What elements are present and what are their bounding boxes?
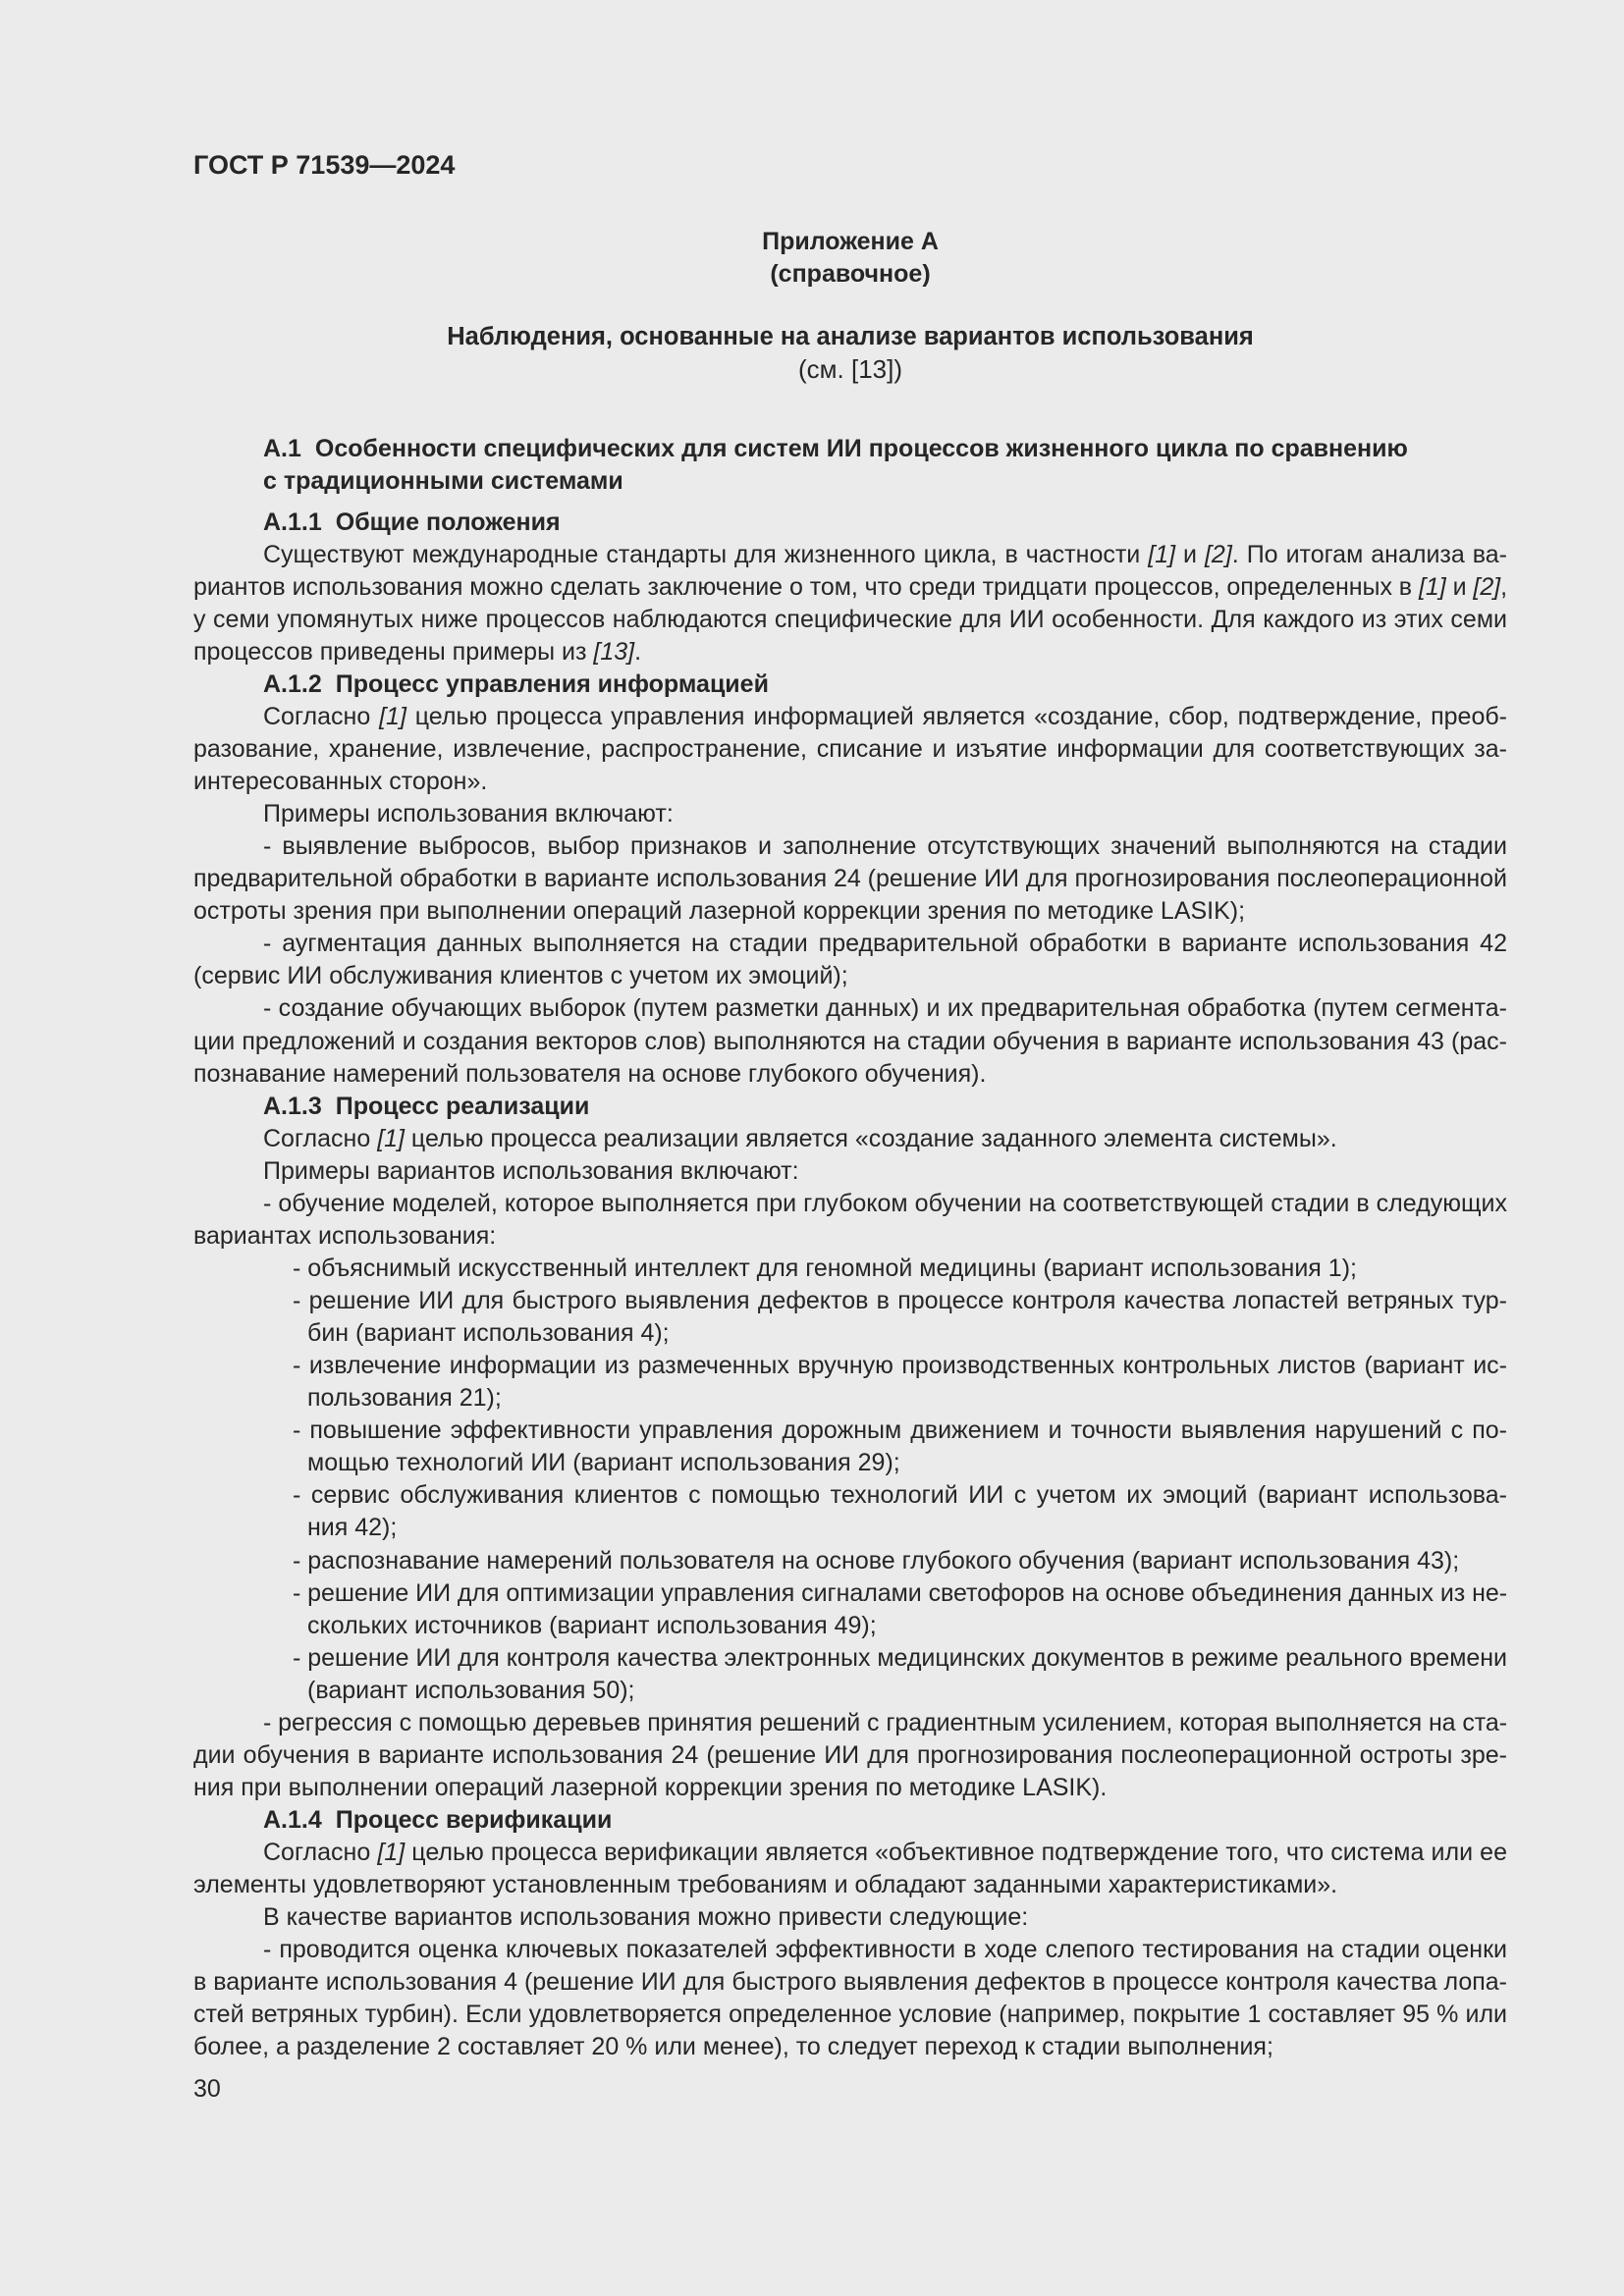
- citation-ref: [1]: [377, 1124, 405, 1152]
- citation-ref: [1]: [1148, 540, 1176, 568]
- list-item-continuation: более, а разделение 2 составляет 20 % или менее), то следует переход к стадии выполнения;: [193, 2033, 1273, 2061]
- subsection-number: А.1.4: [263, 1806, 322, 1834]
- paragraph-line: [263, 539, 1507, 571]
- paragraph-text: целью процесса верификации является «объективное подтверждение того, что система или ее: [405, 1839, 1507, 1867]
- subsection-heading: [263, 1091, 1507, 1123]
- paragraph-line: у семи упомянутых ниже процессов наблюдаются специфические для ИИ особенности. Для каждого из этих семи: [193, 605, 1507, 633]
- subsection-heading: [263, 668, 1507, 701]
- nested-list-item-continuation: (вариант использования 50);: [307, 1676, 635, 1704]
- list-item-continuation: дии обучения в варианте использования 24 (решение ИИ для прогнозирования послеоперационной остроты зре-: [193, 1740, 1507, 1769]
- nested-list-item-line: - решение ИИ для контроля качества электронных медицинских документов в режиме реального времени: [293, 1643, 1507, 1672]
- subsection-number: А.1.1: [263, 507, 322, 536]
- appendix-type: (справочное): [770, 259, 931, 288]
- citation-ref: [13]: [593, 637, 635, 666]
- subsection-heading: [263, 1804, 1507, 1837]
- paragraph-line: В качестве вариантов использования можно привести следующие:: [263, 1903, 1029, 1932]
- paragraph-text: Согласно: [263, 702, 380, 730]
- nested-list-item-line: - решение ИИ для быстрого выявления дефектов в процессе контроля качества лопастей ветряных тур-: [293, 1287, 1507, 1314]
- list-item-line: - регрессия с помощью деревьев принятия решений с градиентным усилением, которая выполняется на ста-: [263, 1708, 1507, 1736]
- nested-list-item-continuation: скольких источников (вариант использования 49);: [307, 1611, 877, 1639]
- paragraph-line: Примеры вариантов использования включают:: [263, 1156, 799, 1185]
- paragraph-text: целью процесса реализации является «создание заданного элемента системы».: [404, 1124, 1337, 1152]
- paragraph-line: элементы удовлетворяют установленным требованиям и обладают заданными характеристиками».: [193, 1871, 1338, 1899]
- paragraph-text: и: [1175, 540, 1205, 568]
- nested-list-item-continuation: мощью технологий ИИ (вариант использования 29);: [307, 1449, 900, 1477]
- nested-list-item-line: - извлечение информации из размеченных вручную производственных контрольных листов (вариант ис-: [293, 1352, 1507, 1380]
- document-body: [193, 507, 1507, 2064]
- nested-list-item-continuation: пользования 21);: [307, 1384, 502, 1413]
- list-item-continuation: ния при выполнении операций лазерной коррекции зрения по методике LASIK).: [193, 1773, 1108, 1801]
- citation-ref: [1]: [379, 702, 406, 730]
- list-item-line: - аугментация данных выполняется на стадии предварительной обработки в варианте использования 42: [263, 930, 1507, 958]
- list-item-continuation: познавание намерений пользователя на основе глубокого обучения).: [193, 1059, 987, 1088]
- list-item-continuation: (сервис ИИ обслуживания клиентов с учетом их эмоций);: [193, 962, 848, 990]
- paragraph-line: [263, 701, 1507, 733]
- paragraph-line: Примеры использования включают:: [263, 800, 674, 828]
- subsection-title: Процесс реализации: [335, 1092, 590, 1120]
- subsection-heading: [263, 507, 1507, 539]
- paragraph-line: разование, хранение, извлечение, распространение, списание и изъятие информации для соответствующих за-: [193, 734, 1507, 763]
- subsection-title: Общие положения: [335, 507, 561, 536]
- paragraph-line: [193, 571, 1507, 604]
- paragraph-text: ,: [1500, 572, 1508, 601]
- paragraph-line: [263, 1837, 1507, 1869]
- standard-id: ГОСТ Р 71539—2024: [193, 150, 456, 180]
- list-item-continuation: стей ветряных турбин). Если удовлетворяется определенное условие (например, покрытие 1 составляет 95 % или: [193, 2001, 1507, 2029]
- paragraph-text: процессов приведены примеры из: [193, 637, 594, 666]
- section-heading: [193, 433, 1507, 498]
- list-item-line: - обучение моделей, которое выполняется при глубоком обучении на соответствующей стадии в следующих: [263, 1189, 1507, 1217]
- citation-ref: [2]: [1473, 572, 1501, 601]
- citation-ref: [1]: [1418, 572, 1446, 601]
- list-item-continuation: ции предложений и создания векторов слов) выполняются на стадии обучения в варианте использования 43 (рас-: [193, 1027, 1507, 1055]
- list-item-continuation: предварительной обработки в варианте использования 24 (решение ИИ для прогнозирования послеоперационной: [193, 865, 1507, 893]
- appendix-reference: (см. [13]): [797, 354, 902, 384]
- paragraph-text: . По итогам анализа ва-: [1231, 540, 1507, 568]
- list-item-line: - проводится оценка ключевых показателей эффективности в ходе слепого тестирования на стадии оценки: [263, 1936, 1507, 1964]
- section-heading-line: [263, 433, 1507, 465]
- paragraph-text: риантов использования можно сделать заключение о том, что среди тридцати процессов, определенных в: [193, 572, 1419, 601]
- citation-ref: [1]: [377, 1839, 406, 1867]
- paragraph-text: Существуют международные стандарты для жизненного цикла, в частности: [263, 540, 1149, 568]
- subsection-number: А.1.3: [263, 1092, 322, 1120]
- section-heading-line: с традиционными системами: [263, 466, 623, 495]
- nested-list-item-line: - распознавание намерений пользователя на основе глубокого обучения (вариант использования 43);: [293, 1546, 1460, 1575]
- paragraph-line: [263, 1123, 1507, 1155]
- paragraph-line: интересованных сторон».: [193, 768, 488, 795]
- page-number: 30: [193, 2074, 221, 2103]
- nested-list-item-line: - объяснимый искусственный интеллект для геномной медицины (вариант использования 1);: [293, 1254, 1357, 1282]
- subsection-number: А.1.2: [263, 669, 322, 698]
- section-title: Особенности специфических для систем ИИ процессов жизненного цикла по сравнению: [314, 434, 1408, 462]
- appendix-heading: Наблюдения, основанные на анализе вариантов использования: [447, 322, 1254, 350]
- list-item-continuation: остроты зрения при выполнении операций лазерной коррекции зрения по методике LASIK);: [193, 897, 1246, 926]
- section-number: А.1: [263, 434, 301, 462]
- nested-list-item-continuation: ния 42);: [307, 1514, 398, 1542]
- appendix-title: Приложение А: [762, 227, 939, 255]
- subsection-title: Процесс управления информацией: [335, 669, 769, 698]
- nested-list-item-line: - сервис обслуживания клиентов с помощью технологий ИИ с учетом их эмоций (вариант использова-: [293, 1481, 1507, 1510]
- nested-list-item-continuation: бин (вариант использования 4);: [307, 1319, 670, 1348]
- list-item-line: - выявление выбросов, выбор признаков и заполнение отсутствующих значений выполняются на стадии: [263, 832, 1507, 861]
- citation-ref: [2]: [1204, 540, 1232, 568]
- nested-list-item-line: - решение ИИ для оптимизации управления сигналами светофоров на основе объединения данных из не-: [293, 1578, 1507, 1607]
- paragraph-text: Согласно: [263, 1124, 378, 1152]
- paragraph-text: Согласно: [263, 1839, 378, 1867]
- paragraph-text: .: [634, 637, 642, 666]
- nested-list-item-line: - повышение эффективности управления дорожным движением и точности выявления нарушений с по-: [293, 1416, 1507, 1445]
- paragraph-line: [193, 636, 1507, 668]
- paragraph-text: и: [1445, 572, 1474, 601]
- list-item-continuation: в варианте использования 4 (решение ИИ для быстрого выявления дефектов в процессе контроля качества лопа-: [193, 1968, 1507, 1997]
- list-item-line: - создание обучающих выборок (путем разметки данных) и их предварительная обработка (путем сегмента-: [263, 994, 1507, 1023]
- paragraph-text: целью процесса управления информацией является «создание, сбор, подтверждение, преоб-: [406, 702, 1507, 730]
- list-item-continuation: вариантах использования:: [193, 1221, 497, 1250]
- subsection-title: Процесс верификации: [335, 1806, 613, 1834]
